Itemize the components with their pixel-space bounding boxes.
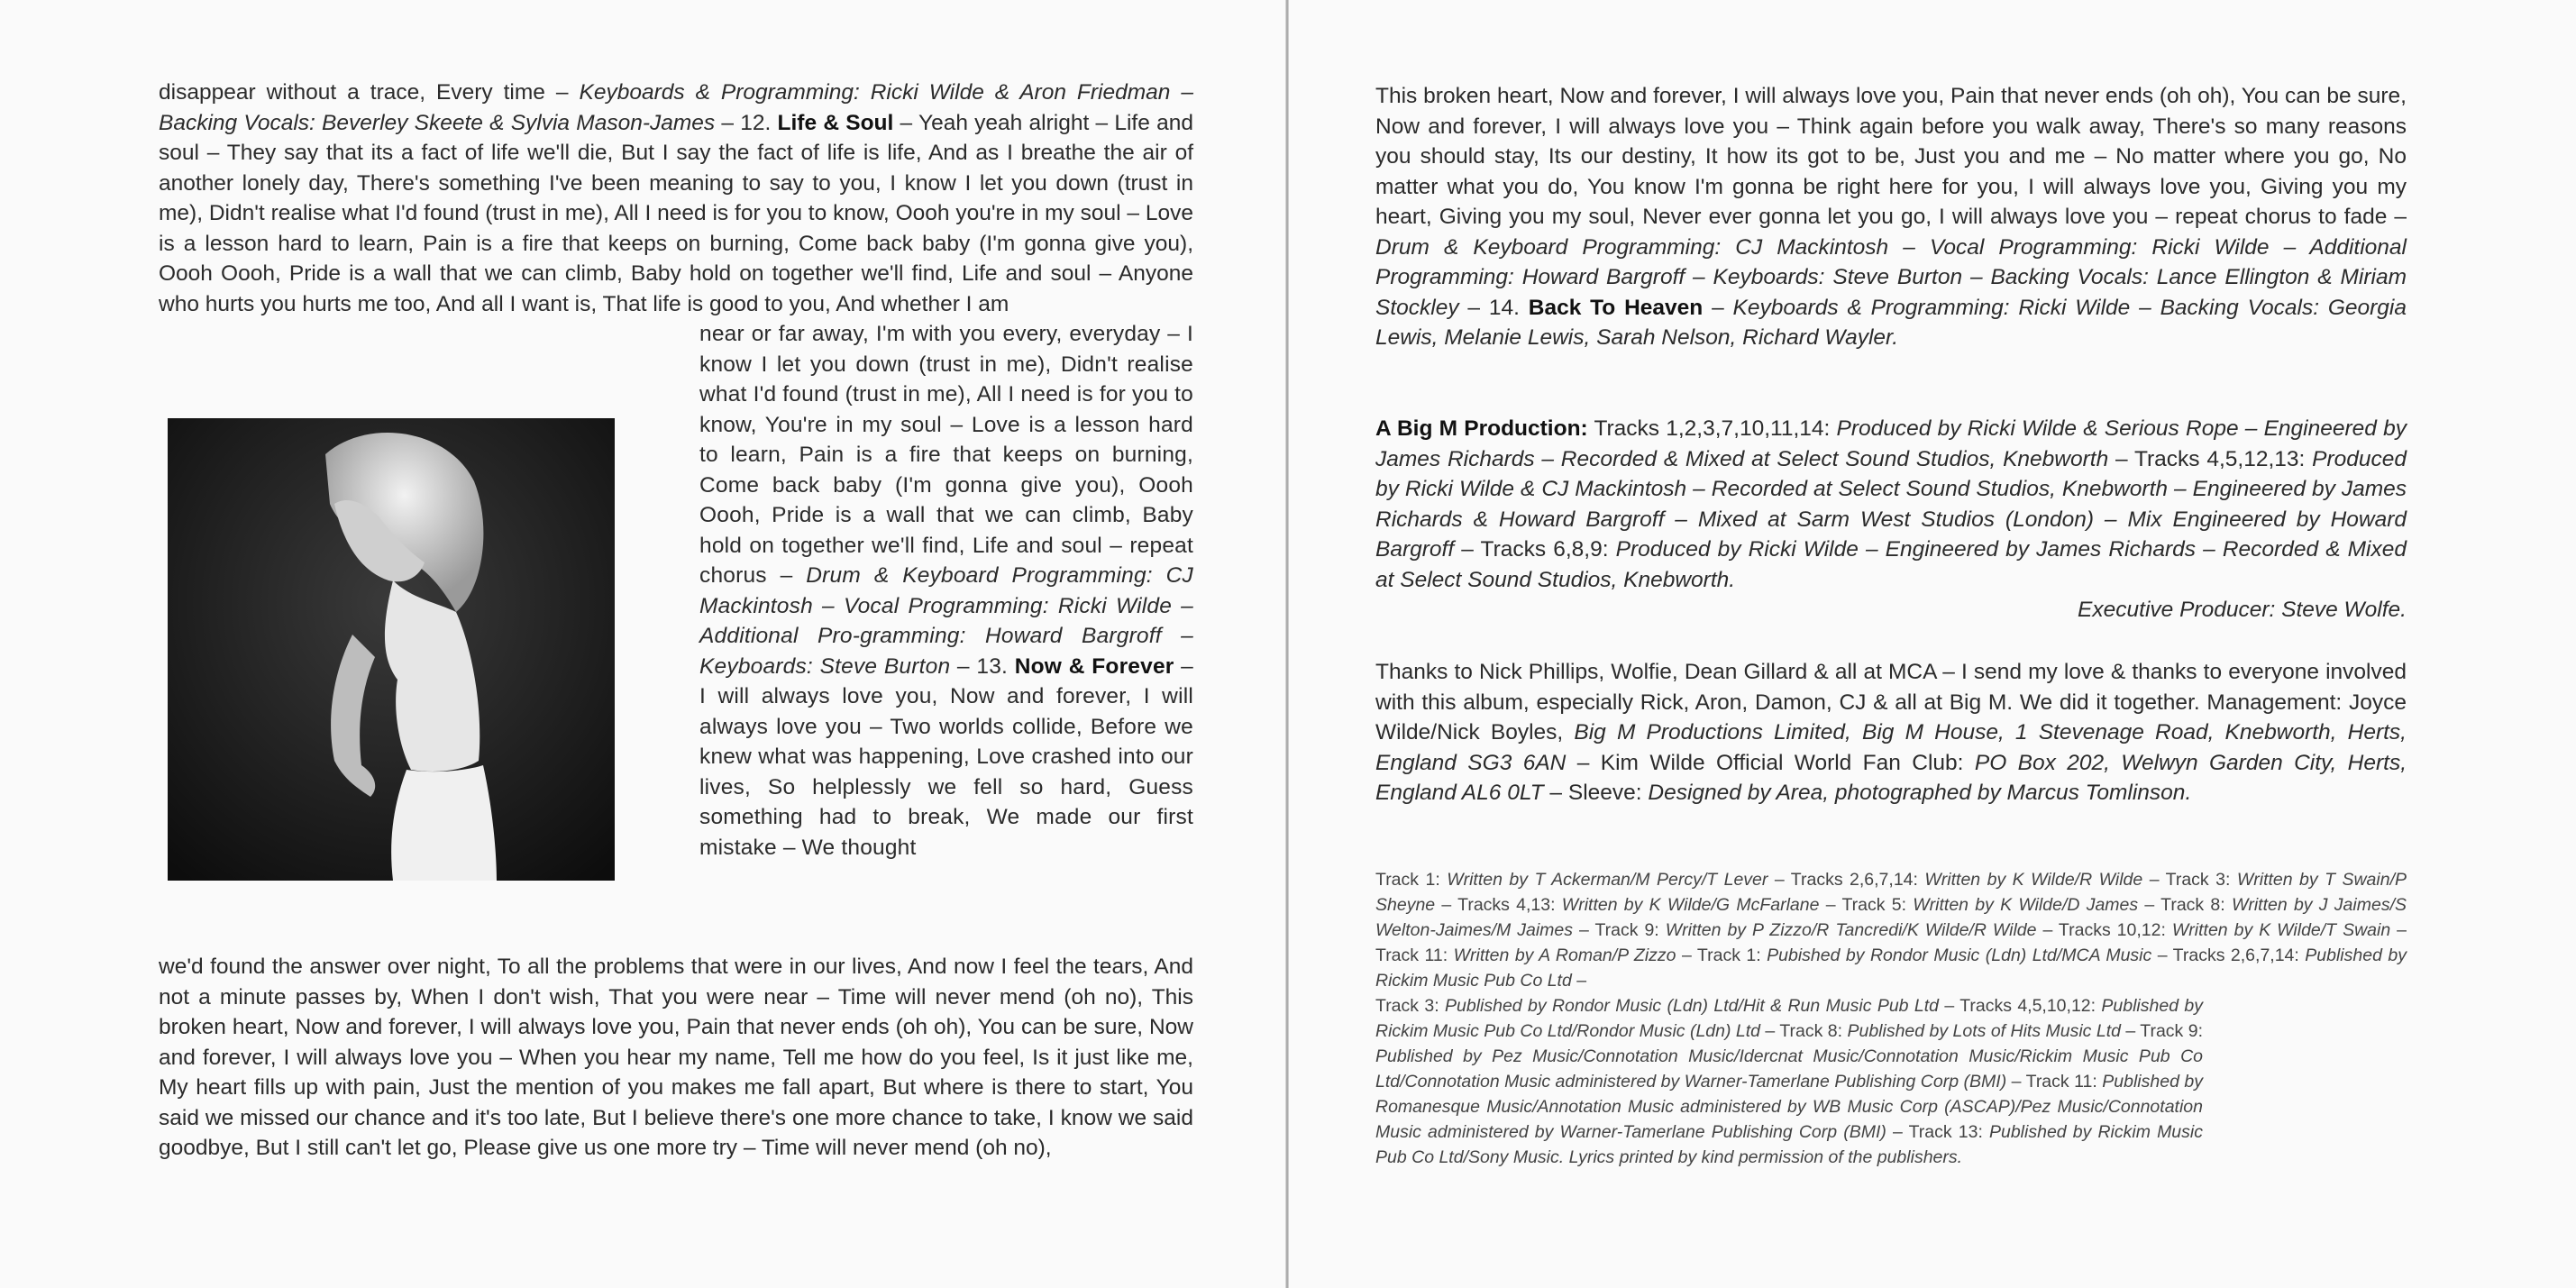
credit-text: Keyboards & Programming: Ricki Wilde & Aron Friedman – Backing Vocals: Beverley Skeete & Sylvia Mason-James [159, 80, 1193, 135]
body-text: – Track 9: [2120, 1021, 2203, 1041]
body-text: – Track 5: [1819, 895, 1914, 915]
body-text: we'd found the answer over night, To all the problems that were in our lives, And now I feel the tears, And not a minute passes by, When I don't wish, That you were near – Time will never mend (oh no), This broken heart, Now and forever, I will always love you, Pain that never ends (oh oh), You can be sure, Now and forever, I will always love you – When you hear my name, Tell me how do you feel, Is it just like me, My heart fills up with pain, Just the mention of you makes me fall apart, But where is there to start, You said we missed our chance and it's too late, But I believe there's one more chance to take, I know we said goodbye, But I still can't let go, Please give us one more try – Time will never mend (oh no), [159, 955, 1193, 1160]
credit-text: PO Box 202, Welwyn Garden City, Herts, England AL6 0LT [1375, 750, 2407, 805]
songwriting-credits [1375, 867, 2407, 993]
body-text: – Track 1: [1676, 945, 1768, 965]
body-text: disappear without a trace, Every time – [159, 80, 580, 105]
body-text: – Track 11: [2006, 1072, 2103, 1092]
body-text: – Track 13: [1886, 1122, 1989, 1142]
body-text: – [1571, 971, 1587, 991]
left-page [0, 0, 1285, 1288]
song-title: Now & Forever [1014, 653, 1174, 679]
credit-text: Produced by Ricki Wilde & CJ Mackintosh – Recorded at Select Sound Studios, Knebworth – Engineered by James Richards & Howard Bargroff – Mixed at Sarm West Studios (London) – Mix Engineered by Howard Bargroff [1375, 446, 2407, 562]
body-text: – Tracks 4,13: [1435, 895, 1562, 915]
credit-text: Written by K Wilde/G McFarlane [1561, 895, 1820, 915]
credit-text: Written by K Wilde/T Swain [2171, 920, 2391, 940]
credit-text: Written by K Wilde/R Wilde [1924, 870, 2143, 890]
body-text: – Kim Wilde Official World Fan Club: [1566, 750, 1975, 775]
credit-text: Published by Romanesque Music/Annotation Music administered by WB Music Corp (ASCAP)/Pez Music/Connotation Music administered by Warner-Tamerlane Publishing Corp (BMI) [1375, 1072, 2203, 1142]
body-text: – Track 3: [2142, 870, 2237, 890]
body-text: – [1703, 295, 1733, 320]
body-text: – Sleeve: [1543, 781, 1649, 805]
right-page [1289, 0, 2576, 1288]
credit-text: Published by Rickim Music Pub Co Ltd [1375, 945, 2407, 991]
credit-text: Written by T Ackerman/M Percy/T Lever [1447, 870, 1768, 890]
body-text: near or far away, I'm with you every, everyday – I know I let you down (trust in me), Didn't realise what I'd found (trust in me), All I need is for you to know, You're in my soul – Love is a lesson hard to learn, Pain is a fire that keeps on burning, Come back baby (I'm gonna give you), Oooh Oooh, Pride is a wall that we can climb, Baby hold on together we'll find, Life and soul – repeat chorus – [699, 322, 1193, 588]
body-text: Track 1: [1375, 870, 1448, 890]
credit-text: Drum & Keyboard Programming: CJ Mackintosh – Vocal Programming: Ricki Wilde – Additional Programming: Howard Bargroff – Keyboards: Steve Burton – Backing Vocals: Lance Ellington & Miriam Stockley [1375, 234, 2407, 320]
credit-text: Published by Rondor Music (Ldn) Ltd/Hit & Run Music Pub Ltd [1445, 996, 1939, 1016]
thanks-paragraph [1375, 657, 2407, 808]
body-text: – Yeah yeah alright – Life and soul – They say that its a fact of life we'll die, But I say the fact of life is life, And as I breathe the air of another lonely day, There's something I've been meaning to say to you, I know I let you down (trust in me), Didn't realise what I'd found (trust in me), All I need is for you to know, Oooh you're in my soul – Love is a lesson hard to learn, Pain is a fire that keeps on burning, Come back baby (I'm gonna give you), Oooh Oooh, Pride is a wall that we can climb, Baby hold on together we'll find, Life and soul – Anyone who hurts you hurts me too, And all I want is, That life is good to you, And whether I am [159, 110, 1193, 316]
credit-text: Written by P Zizzo/R Tancredi/K Wilde/R Wilde [1665, 920, 2037, 940]
body-text: – Tracks 4,5,10,12: [1939, 996, 2102, 1016]
body-text: Track 3: [1375, 996, 1445, 1016]
portrait-photo [168, 418, 615, 881]
body-text: – Tracks 4,5,12,13: [2108, 446, 2313, 471]
song-title: A Big M Production: [1375, 416, 1588, 441]
body-text: This broken heart, Now and forever, I will always love you, Pain that never ends (oh oh), You can be sure, Now and forever, I will always love you – Think again before you walk away, There's so many reasons you should stay, Its our destiny, It how its got to be, Just you and me – No matter where you go, No matter what you do, You know I'm gonna be right here for you, I will always love you, Giving you my heart, Giving you my soul, Never ever gonna let you go, I will always love you – repeat chorus to fade – [1375, 84, 2407, 229]
lyrics-middle-paragraph [699, 319, 1193, 863]
production-credits [1375, 414, 2407, 626]
credit-text: Big M Productions Limited, Big M House, 1 Stevenage Road, Knebworth, Herts, England SG3 6AN [1375, 720, 2407, 775]
credit-text: Published by Lots of Hits Music Ltd [1847, 1021, 2121, 1041]
body-text: – 14. [1458, 295, 1529, 320]
credit-text: Written by T Swain/P Sheyne [1375, 870, 2407, 915]
body-text: – Tracks 2,6,7,14: [2151, 945, 2306, 965]
credit-text: Published by Rickim Music Pub Co Ltd/Rondor Music (Ldn) Ltd [1375, 996, 2203, 1041]
credit-text: Produced by Ricki Wilde & Serious Rope – Engineered by James Richards – Recorded & Mixed at Select Sound Studios, Knebworth [1375, 416, 2407, 471]
body-text: – I will always love you, Now and forever, I will always love you – Two worlds collide, Before we knew what was happening, Love crashed into our lives, So helplessly we fell so hard, Guess something had to break, We made our first mistake – We thought [699, 653, 1194, 860]
credit-text: Written by A Roman/P Zizzo [1453, 945, 1676, 965]
lyrics-bottom-paragraph [159, 952, 1193, 1164]
body-text: – 13. [950, 653, 1015, 679]
publishing-credits [1375, 993, 2203, 1170]
body-text: – Track 9: [1573, 920, 1666, 940]
production-credits-text [1375, 416, 2407, 592]
credit-text: Designed by Area, photographed by Marcus Tomlinson. [1648, 781, 2192, 805]
credit-text: Keyboards & Programming: Ricki Wilde – Backing Vocals: Georgia Lewis, Melanie Lewis, Sarah Nelson, Richard Wayler. [1375, 295, 2407, 350]
lyrics-continuation-paragraph [1375, 81, 2407, 353]
executive-producer: Executive Producer: Steve Wolfe. [2078, 598, 2407, 622]
body-text: Tracks 1,2,3,7,10,11,14: [1587, 416, 1837, 441]
song-title: Back To Heaven [1528, 295, 1704, 320]
body-text: – Track 11: [1375, 920, 2407, 965]
body-text: Thanks to Nick Phillips, Wolfie, Dean Gillard & all at MCA – I send my love & thanks to everyone involved with this album, especially Rick, Aron, Damon, CJ & all at Big M. We did it together. Management: Joyce Wilde/Nick Boyles, [1375, 660, 2407, 744]
credit-text: Pubished by Rondor Music (Ldn) Ltd/MCA Music [1767, 945, 2152, 965]
portrait-photo-icon [168, 418, 615, 881]
body-text: – Tracks 10,12: [2036, 920, 2172, 940]
credit-text: Written by J Jaimes/S Welton-Jaimes/M Jaimes [1375, 895, 2407, 940]
body-text: – 12. [715, 110, 778, 135]
body-text: – Tracks 2,6,7,14: [1768, 870, 1925, 890]
credit-text: Produced by Ricki Wilde – Engineered by James Richards – Recorded & Mixed at Select Sound Studios, Knebworth. [1375, 537, 2407, 592]
body-text: – Tracks 6,8,9: [1454, 537, 1616, 562]
credit-text: Published by Pez Music/Connotation Music/Idercnat Music/Connotation Music/Rickim Music Pub Co Ltd/Connotation Music administered by Warner-Tamerlane Publishing Corp (BMI) [1375, 1046, 2203, 1092]
song-title: Life & Soul [777, 110, 894, 135]
body-text: – Track 8: [1760, 1021, 1848, 1041]
body-text: – Track 8: [2138, 895, 2232, 915]
lyrics-top-paragraph [159, 78, 1193, 319]
credit-text: Written by K Wilde/D James [1913, 895, 2139, 915]
credit-text: Published by Rickim Music Pub Co Ltd/Sony Music. Lyrics printed by kind permission of the publishers. [1375, 1122, 2203, 1167]
credit-text: Drum & Keyboard Programming: CJ Mackintosh – Vocal Programming: Ricki Wilde – Additional Pro-gramming: Howard Bargroff – Keyboards: Steve Burton [699, 563, 1193, 679]
